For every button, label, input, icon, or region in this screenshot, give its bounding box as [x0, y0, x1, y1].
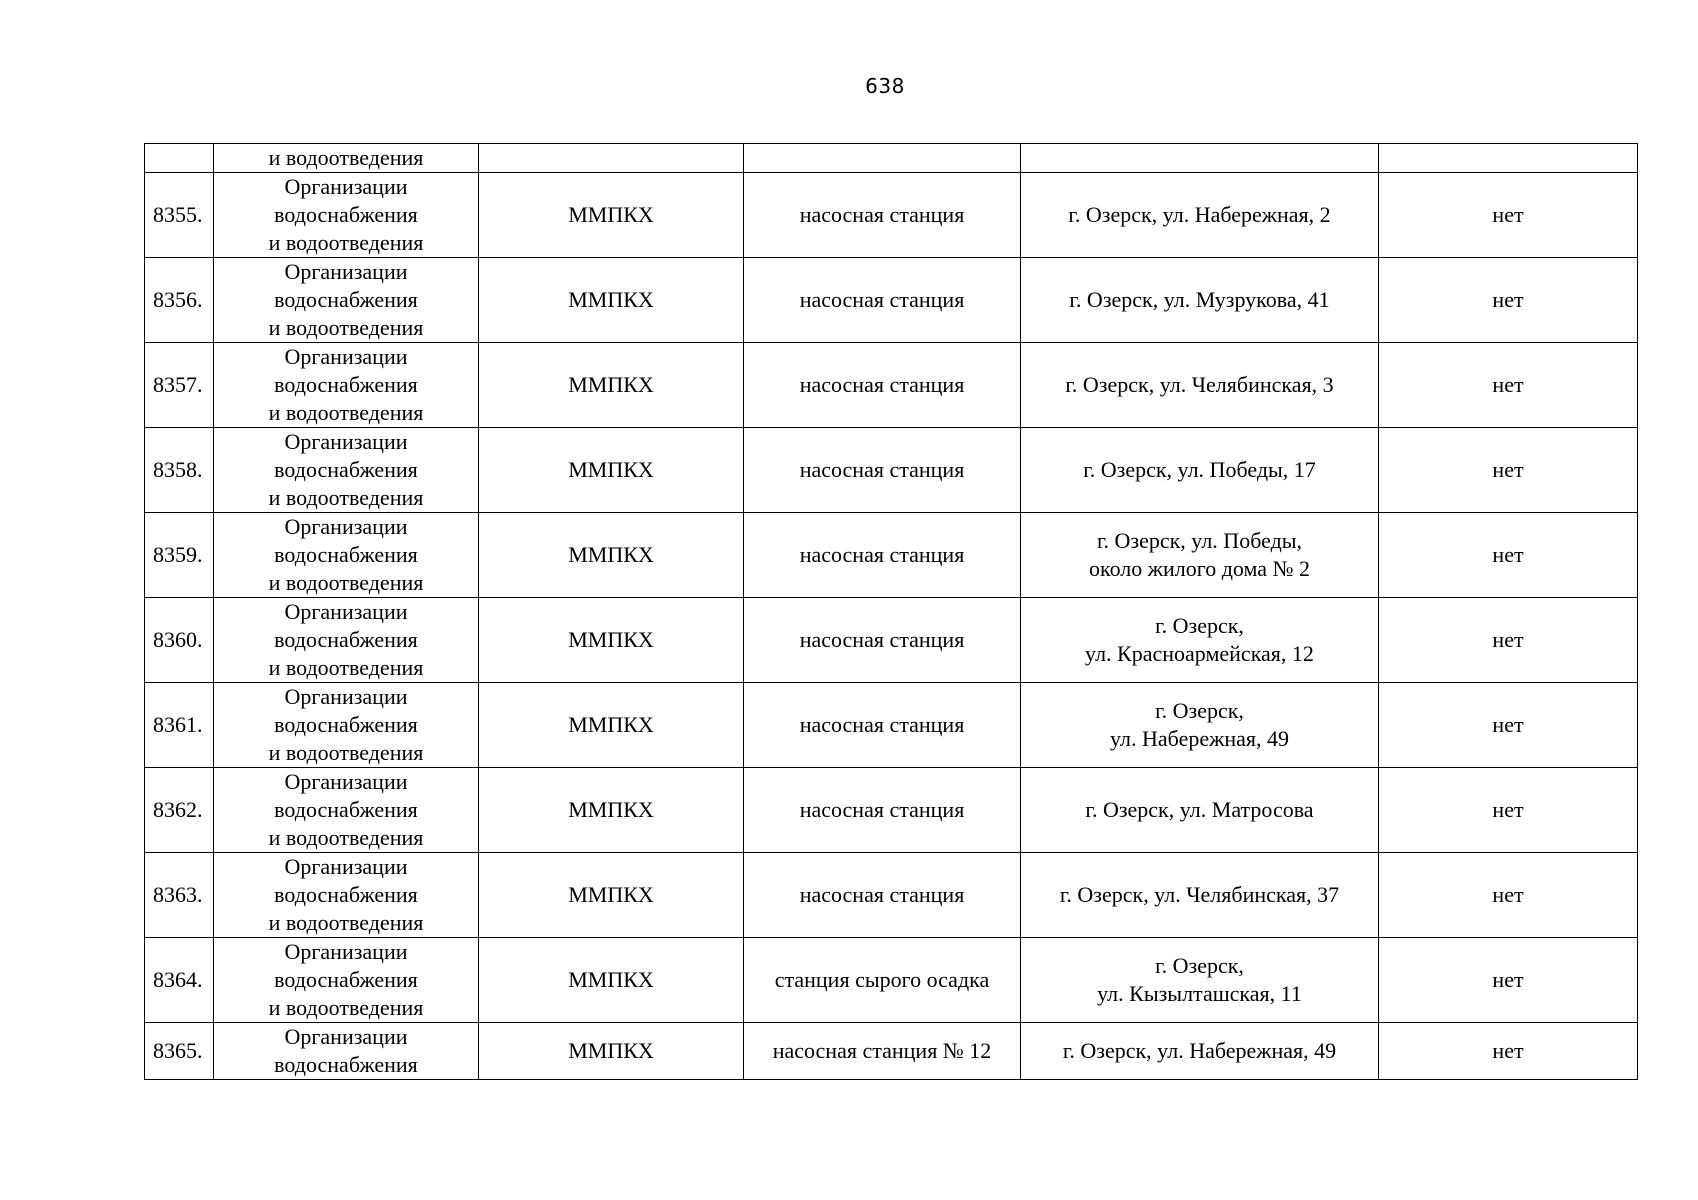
address-line: г. Озерск, ул. Челябинская, 37 — [1059, 882, 1340, 907]
address-line: г. Озерск, ул. Победы, — [1096, 528, 1303, 553]
cell-flag: нет — [1379, 343, 1638, 428]
cell-organization — [214, 1023, 479, 1080]
cell-organization — [214, 598, 479, 683]
cell-organization — [214, 343, 479, 428]
cell-owner: ММПКХ — [479, 768, 744, 853]
address-line: г. Озерск, — [1155, 953, 1244, 978]
organization-line: Организации — [284, 769, 408, 794]
cell-owner — [479, 144, 744, 173]
address-line: г. Озерск, ул. Победы, 17 — [1083, 457, 1316, 482]
cell-number — [145, 144, 214, 173]
organization-line: Организации — [284, 344, 408, 369]
table-row — [145, 173, 1638, 258]
organization-line: Организации — [284, 599, 408, 624]
table-row — [145, 598, 1638, 683]
organization-line: и водоотведения — [268, 995, 424, 1020]
address-line: г. Озерск, — [1155, 698, 1244, 723]
organization-line: Организации — [284, 684, 408, 709]
table-row — [145, 683, 1638, 768]
organization-line: и водоотведения — [268, 145, 424, 170]
organization-line: водоснабжения — [274, 287, 418, 312]
cell-address — [1021, 428, 1379, 513]
cell-object — [744, 144, 1021, 173]
cell-flag: нет — [1379, 598, 1638, 683]
cell-organization — [214, 768, 479, 853]
cell-flag: нет — [1379, 768, 1638, 853]
cell-object: насосная станция — [744, 343, 1021, 428]
table-row — [145, 938, 1638, 1023]
organization-line: водоснабжения — [274, 627, 418, 652]
cell-object: насосная станция — [744, 513, 1021, 598]
organization-line: водоснабжения — [274, 1052, 418, 1077]
cell-object: насосная станция — [744, 428, 1021, 513]
cell-object: насосная станция — [744, 683, 1021, 768]
table-row — [145, 1023, 1638, 1080]
cell-address — [1021, 173, 1379, 258]
address-line: г. Озерск, ул. Набережная, 49 — [1062, 1038, 1337, 1063]
cell-owner: ММПКХ — [479, 853, 744, 938]
organization-line: и водоотведения — [268, 825, 424, 850]
organization-line: водоснабжения — [274, 457, 418, 482]
table-row — [145, 768, 1638, 853]
cell-owner: ММПКХ — [479, 258, 744, 343]
cell-owner: ММПКХ — [479, 938, 744, 1023]
organization-line: водоснабжения — [274, 542, 418, 567]
cell-flag: нет — [1379, 938, 1638, 1023]
organization-line: и водоотведения — [268, 230, 424, 255]
organization-line: и водоотведения — [268, 655, 424, 680]
cell-organization — [214, 683, 479, 768]
cell-organization — [214, 938, 479, 1023]
cell-object: насосная станция — [744, 173, 1021, 258]
cell-address — [1021, 343, 1379, 428]
address-line: г. Озерск, ул. Музрукова, 41 — [1069, 287, 1330, 312]
organization-line: и водоотведения — [268, 400, 424, 425]
cell-flag — [1379, 144, 1638, 173]
address-line: ул. Набережная, 49 — [1110, 726, 1289, 751]
organization-line: и водоотведения — [268, 570, 424, 595]
organization-line: Организации — [284, 854, 408, 879]
cell-address — [1021, 258, 1379, 343]
cell-number: 8358. — [145, 428, 214, 513]
cell-flag: нет — [1379, 513, 1638, 598]
cell-organization — [214, 428, 479, 513]
organization-line: и водоотведения — [268, 910, 424, 935]
cell-owner: ММПКХ — [479, 343, 744, 428]
cell-address — [1021, 598, 1379, 683]
cell-address — [1021, 768, 1379, 853]
cell-owner: ММПКХ — [479, 173, 744, 258]
table-row-continuation — [145, 144, 1638, 173]
cell-address — [1021, 938, 1379, 1023]
table-row — [145, 513, 1638, 598]
cell-address — [1021, 513, 1379, 598]
cell-owner: ММПКХ — [479, 513, 744, 598]
organization-line: Организации — [284, 429, 408, 454]
organization-line: Организации — [284, 939, 408, 964]
cell-organization — [214, 513, 479, 598]
table-row — [145, 343, 1638, 428]
cell-address — [1021, 144, 1379, 173]
cell-object: насосная станция — [744, 853, 1021, 938]
cell-flag: нет — [1379, 853, 1638, 938]
cell-flag: нет — [1379, 1023, 1638, 1080]
organization-line: водоснабжения — [274, 967, 418, 992]
registry-table-body — [145, 144, 1638, 1080]
cell-owner: ММПКХ — [479, 683, 744, 768]
organization-line: водоснабжения — [274, 797, 418, 822]
cell-object: насосная станция — [744, 768, 1021, 853]
cell-object: насосная станция № 12 — [744, 1023, 1021, 1080]
page-number: 638 — [865, 74, 905, 98]
organization-line: водоснабжения — [274, 202, 418, 227]
cell-number: 8362. — [145, 768, 214, 853]
address-line: ул. Кызылташская, 11 — [1097, 981, 1302, 1006]
cell-object: насосная станция — [744, 258, 1021, 343]
organization-line: и водоотведения — [268, 485, 424, 510]
address-line: г. Озерск, ул. Матросова — [1085, 797, 1314, 822]
address-line: г. Озерск, ул. Набережная, 2 — [1068, 202, 1331, 227]
cell-flag: нет — [1379, 683, 1638, 768]
organization-line: водоснабжения — [274, 882, 418, 907]
cell-object: насосная станция — [744, 598, 1021, 683]
address-line: около жилого дома № 2 — [1089, 556, 1310, 581]
cell-number: 8359. — [145, 513, 214, 598]
cell-owner: ММПКХ — [479, 598, 744, 683]
cell-owner: ММПКХ — [479, 428, 744, 513]
cell-owner: ММПКХ — [479, 1023, 744, 1080]
table-row — [145, 428, 1638, 513]
registry-table — [144, 143, 1638, 1080]
cell-flag: нет — [1379, 258, 1638, 343]
cell-number: 8361. — [145, 683, 214, 768]
organization-line: Организации — [284, 174, 408, 199]
organization-line: и водоотведения — [268, 740, 424, 765]
organization-line: Организации — [284, 514, 408, 539]
address-line: г. Озерск, ул. Челябинская, 3 — [1065, 372, 1334, 397]
cell-number: 8360. — [145, 598, 214, 683]
organization-line: водоснабжения — [274, 372, 418, 397]
address-line: г. Озерск, — [1155, 613, 1244, 638]
cell-number: 8357. — [145, 343, 214, 428]
organization-line: и водоотведения — [268, 315, 424, 340]
organization-line: Организации — [284, 1024, 408, 1049]
cell-number: 8364. — [145, 938, 214, 1023]
organization-line: Организации — [284, 259, 408, 284]
cell-flag: нет — [1379, 173, 1638, 258]
cell-address — [1021, 1023, 1379, 1080]
address-line: ул. Красноармейская, 12 — [1085, 641, 1314, 666]
cell-object: станция сырого осадка — [744, 938, 1021, 1023]
cell-organization — [214, 173, 479, 258]
organization-line: водоснабжения — [274, 712, 418, 737]
cell-organization — [214, 258, 479, 343]
table-row — [145, 853, 1638, 938]
cell-flag: нет — [1379, 428, 1638, 513]
cell-number: 8363. — [145, 853, 214, 938]
cell-address — [1021, 683, 1379, 768]
cell-number: 8365. — [145, 1023, 214, 1080]
cell-number: 8355. — [145, 173, 214, 258]
cell-organization — [214, 853, 479, 938]
table-row — [145, 258, 1638, 343]
cell-organization — [214, 144, 479, 173]
cell-number: 8356. — [145, 258, 214, 343]
cell-address — [1021, 853, 1379, 938]
